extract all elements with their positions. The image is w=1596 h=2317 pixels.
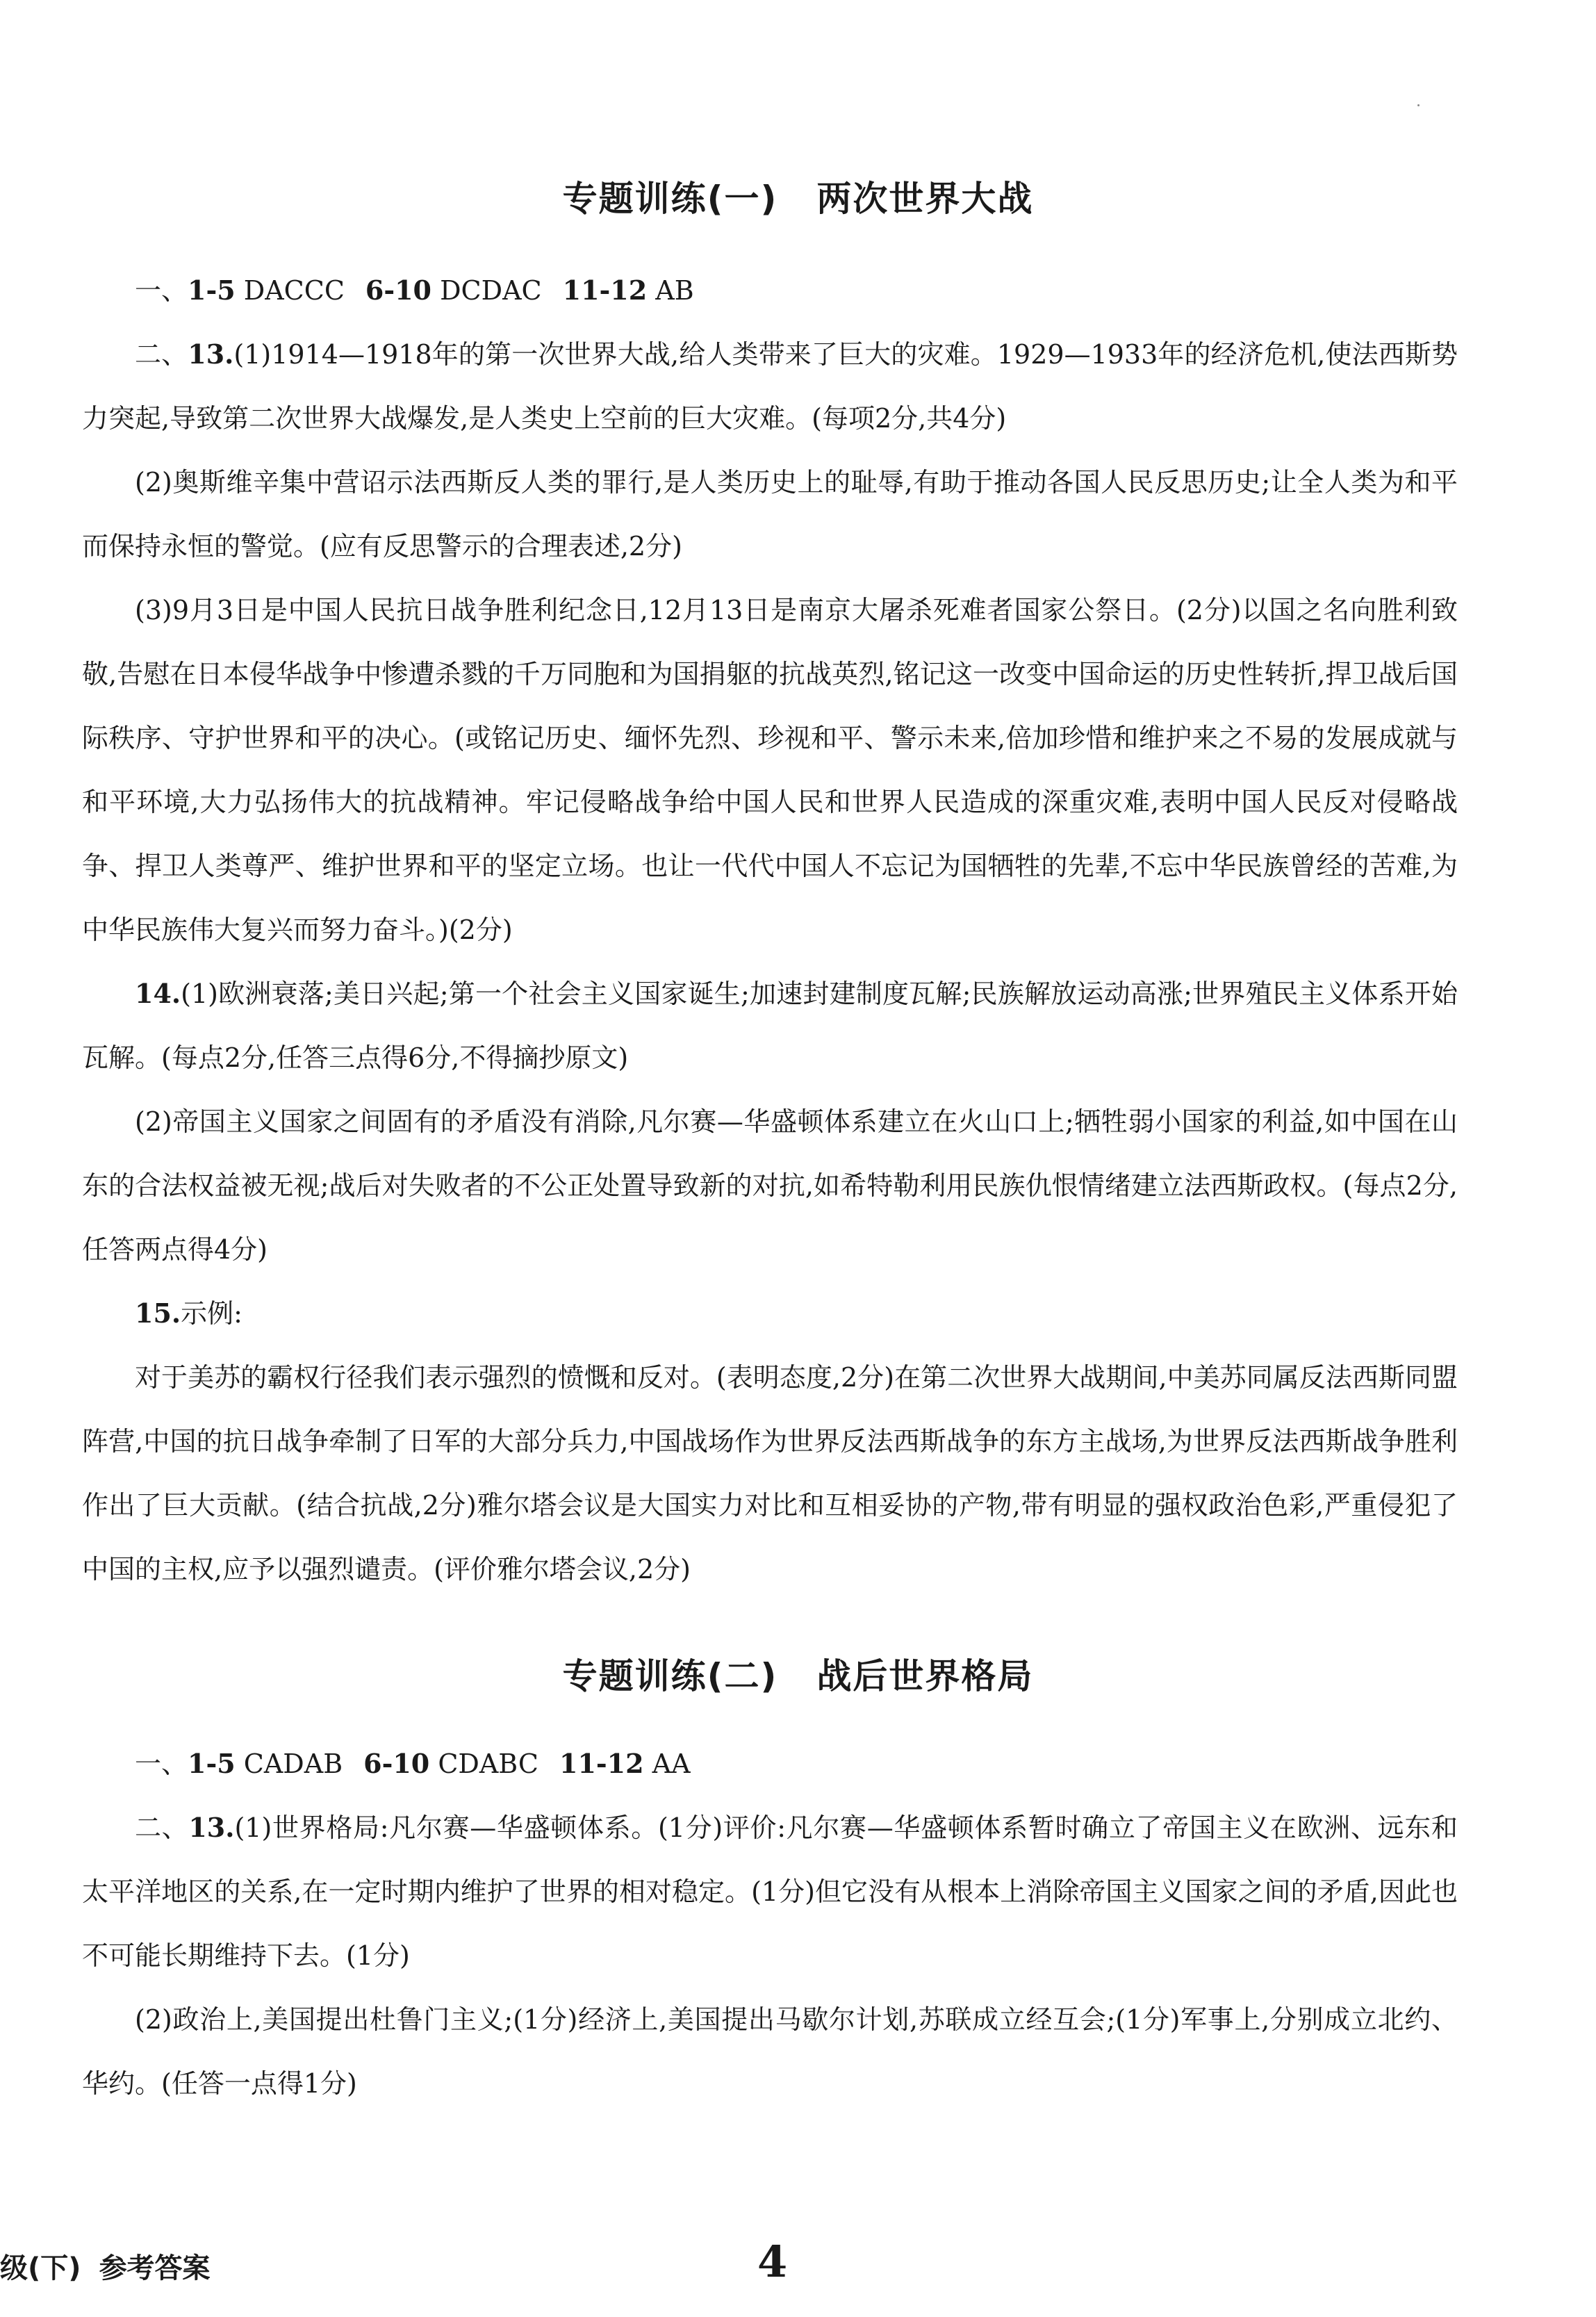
footer-answer-key: 参考答案 [99,2252,211,2284]
section1-q13-part3: (3)9月3日是中国人民抗日战争胜利纪念日,12月13日是南京大屠杀死难者国家公祭日。(2分)以国之名向胜利致敬,告慰在日本侵华战争中惨遭杀戮的千万同胞和为国捐躯的抗战英烈,铭记这一改变中国命运的历史性转折,捍卫战后国际秩序、守护世界和平的决心。(或铭记历史、缅怀先烈、珍视和平、警示未来,倍加珍惜和维护来之不易的发展成就与和平环境,大力弘扬伟大的抗战精神。牢记侵略战争给中国人民和世界人民造成的深重灾难,表明中国人民反对侵略战争、捍卫人类尊严、维护世界和平的坚定立场。也让一代代中国人不忘记为国牺牲的先辈,不忘中华民族曾经的苦难,为中华民族伟大复兴而努力奋斗。)(2分) [82,595,1458,945]
section1-title-label: 专题训练(一) [562,179,778,219]
footer-grade: 级(下) [0,2252,81,2284]
section2-q13-part2: (2)政治上,美国提出杜鲁门主义;(1分)经济上,美国提出马歇尔计划,苏联成立经互会;(1分)军事上,分别成立北约、华约。(任答一点得1分) [82,2004,1458,2099]
section2-title-label: 专题训练(二) [562,1656,778,1696]
section1-q13-part1: 二、13.(1)1914—1918年的第一次世界大战,给人类带来了巨大的灾难。1929—1933年的经济危机,使法西斯势力突起,导致第二次世界大战爆发,是人类史上空前的巨大灾难。(每项2分,共4分) [82,338,1458,434]
footer-book-label [0,2246,211,2286]
section1-q15-answer: 对于美苏的霸权行径我们表示强烈的愤慨和反对。(表明态度,2分)在第二次世界大战期间,中美苏同属反法西斯同盟阵营,中国的抗日战争牵制了日军的大部分兵力,中国战场作为世界反法西斯战争的东方主战场,为世界反法西斯战争胜利作出了巨大贡献。(结合抗战,2分)雅尔塔会议是大国实力对比和互相妥协的产物,带有明显的强权政治色彩,严重侵犯了中国的主权,应予以强烈谴责。(评价雅尔塔会议,2分) [82,1362,1458,1585]
scan-speck [1417,104,1420,106]
section1-q14-part1: 14.(1)欧洲衰落;美日兴起;第一个社会主义国家诞生;加速封建制度瓦解;民族解放运动高涨;世界殖民主义体系开始瓦解。(每点2分,任答三点得6分,不得摘抄原文) [82,978,1458,1073]
section1-title-topic: 两次世界大战 [816,179,1034,219]
page-number: 4 [757,2236,788,2287]
section2-mc-answers: 一、1-5 CADAB 6-10 CDABC 11-12 AA [135,1748,691,1779]
section2-title [0,1648,1596,1698]
section1-q13-part2: (2)奥斯维辛集中营诏示法西斯反人类的罪行,是人类历史上的耻辱,有助于推动各国人民反思历史;让全人类为和平而保持永恒的警觉。(应有反思警示的合理表述,2分) [82,467,1458,562]
section2-q13-part1: 二、13.(1)世界格局:凡尔赛—华盛顿体系。(1分)评价:凡尔赛—华盛顿体系暂时确立了帝国主义在欧洲、远东和太平洋地区的关系,在一定时期内维护了世界的相对稳定。(1分)但它没有从根本上消除帝国主义国家之间的矛盾,因此也不可能长期维持下去。(1分) [82,1812,1458,1971]
section1-q14-part2: (2)帝国主义国家之间固有的矛盾没有消除,凡尔赛—华盛顿体系建立在火山口上;牺牲弱小国家的利益,如中国在山东的合法权益被无视;战后对失败者的不公正处置导致新的对抗,如希特勒利用民族仇恨情绪建立法西斯政权。(每点2分,任答两点得4分) [82,1106,1458,1265]
section2-title-topic: 战后世界格局 [816,1656,1034,1696]
section1-q15-label: 15.示例: [135,1297,242,1329]
section1-title [0,171,1596,221]
section1-mc-answers: 一、1-5 DACCC 6-10 DCDAC 11-12 AB [135,275,694,306]
